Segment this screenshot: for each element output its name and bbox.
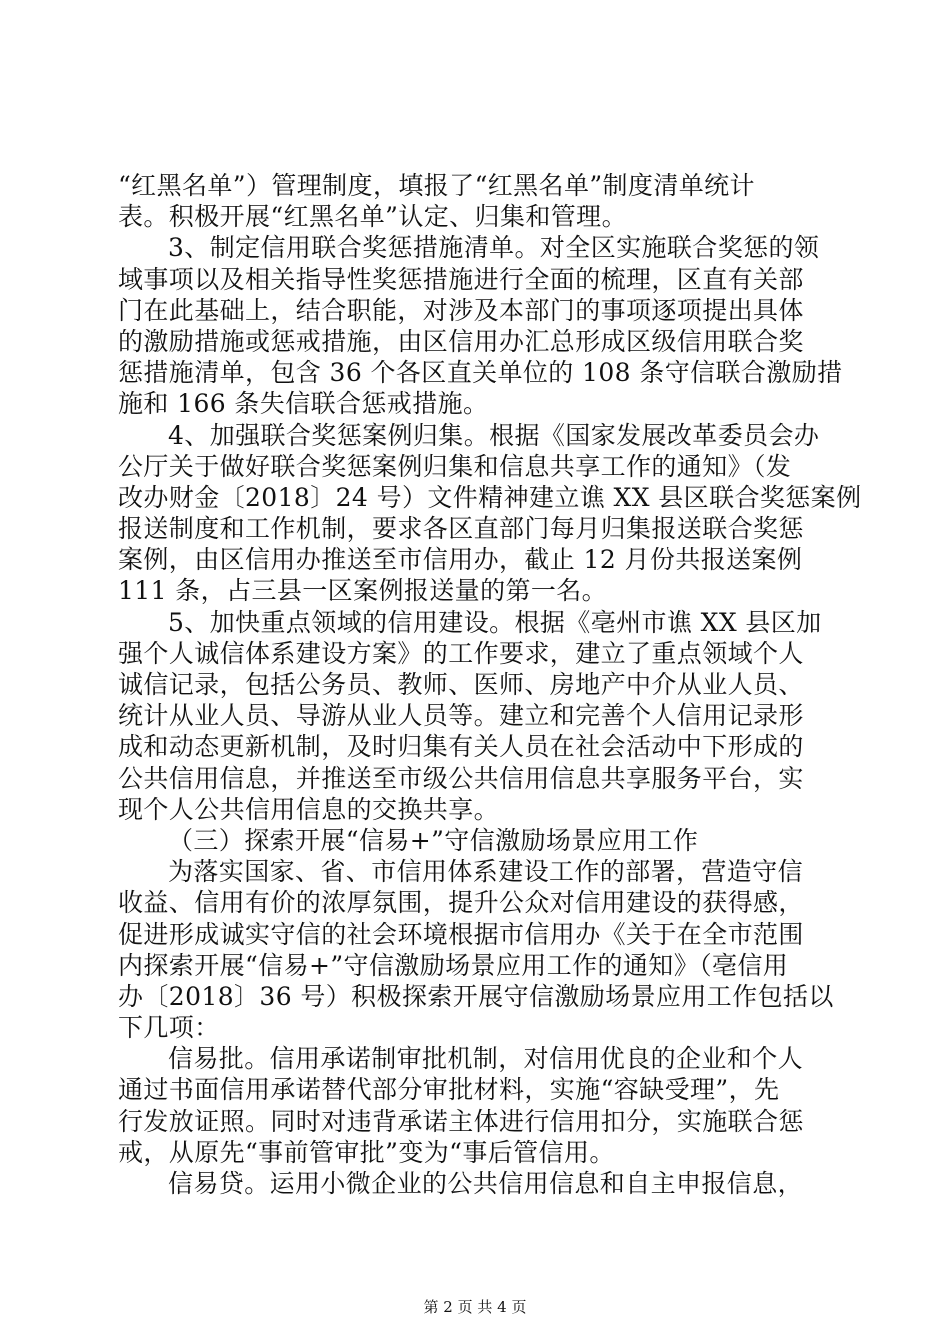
text-line: 惩措施清单，包含 36 个各区直关单位的 108 条守信联合激励措 bbox=[118, 358, 843, 388]
text-line: 强个人诚信体系建设方案》的工作要求，建立了重点领域个人 bbox=[118, 638, 804, 668]
text-line: 信易批。信用承诺制审批机制，对信用优良的企业和个人 bbox=[168, 1044, 804, 1074]
text-line: 现个人公共信用信息的交换共享。 bbox=[118, 794, 500, 824]
text-line: 促进形成诚实守信的社会环境根据市信用办《关于在全市范围 bbox=[118, 919, 804, 949]
text-line: 统计从业人员、导游从业人员等。建立和完善个人信用记录形 bbox=[118, 701, 804, 731]
text-line: 施和 166 条失信联合惩戒措施。 bbox=[118, 389, 489, 419]
text-line: 111 条，占三县一区案例报送量的第一名。 bbox=[118, 576, 608, 606]
text-line: 下几项： bbox=[118, 1013, 220, 1043]
text-line: 行发放证照。同时对违背承诺主体进行信用扣分，实施联合惩 bbox=[118, 1106, 804, 1136]
text-line: 办〔2018〕36 号）积极探索开展守信激励场景应用工作包括以 bbox=[118, 981, 834, 1011]
text-line: 信易贷。运用小微企业的公共信用信息和自主申报信息， bbox=[168, 1169, 804, 1198]
text-line: 诚信记录，包括公务员、教师、医师、房地产中介从业人员、 bbox=[118, 670, 804, 699]
text-line: 3、制定信用联合奖惩措施清单。对全区实施联合奖惩的领 bbox=[168, 233, 820, 263]
page-number: 第 2 页 共 4 页 bbox=[423, 1298, 527, 1316]
page-footer bbox=[0, 1298, 950, 1316]
text-line: 公厅关于做好联合奖惩案例归集和信息共享工作的通知》（发 bbox=[118, 451, 792, 481]
text-line: 报送制度和工作机制，要求各区直部门每月归集报送联合奖惩 bbox=[118, 514, 804, 544]
text-line: 公共信用信息，并推送至市级公共信用信息共享服务平台，实 bbox=[118, 763, 804, 793]
text-line: 戒，从原先“事前管审批”变为“事后管信用。 bbox=[118, 1137, 615, 1167]
text-line: “红黑名单”）管理制度，填报了“红黑名单”制度清单统计 bbox=[118, 171, 755, 200]
text-line: 为落实国家、省、市信用体系建设工作的部署，营造守信 bbox=[168, 857, 804, 887]
text-line: 5、加快重点领域的信用建设。根据《亳州市谯 XX 县区加 bbox=[168, 607, 822, 637]
text-line: 案例，由区信用办推送至市信用办，截止 12 月份共报送案例 bbox=[118, 545, 803, 575]
text-line: 成和动态更新机制，及时归集有关人员在社会活动中下形成的 bbox=[118, 732, 804, 762]
text-line: 通过书面信用承诺替代部分审批材料，实施“容缺受理”，先 bbox=[118, 1075, 780, 1105]
document-body bbox=[118, 170, 862, 1199]
section-heading: （三）探索开展“信易+”守信激励场景应用工作 bbox=[168, 825, 699, 855]
text-line: 表。积极开展“红黑名单”认定、归集和管理。 bbox=[118, 202, 627, 232]
text-line: 的激励措施或惩戒措施，由区信用办汇总形成区级信用联合奖 bbox=[118, 326, 804, 356]
text-line: 收益、信用有价的浓厚氛围，提升公众对信用建设的获得感， bbox=[118, 888, 804, 918]
text-line: 域事项以及相关指导性奖惩措施进行全面的梳理，区直有关部 bbox=[118, 264, 804, 294]
text-line: 4、加强联合奖惩案例归集。根据《国家发展改革委员会办 bbox=[168, 420, 820, 450]
text-line: 门在此基础上，结合职能，对涉及本部门的事项逐项提出具体 bbox=[118, 295, 804, 325]
text-line: 改办财金〔2018〕24 号）文件精神建立谯 XX 县区联合奖惩案例 bbox=[118, 482, 862, 512]
text-line: 内探索开展“信易+”守信激励场景应用工作的通知》（亳信用 bbox=[118, 950, 789, 980]
